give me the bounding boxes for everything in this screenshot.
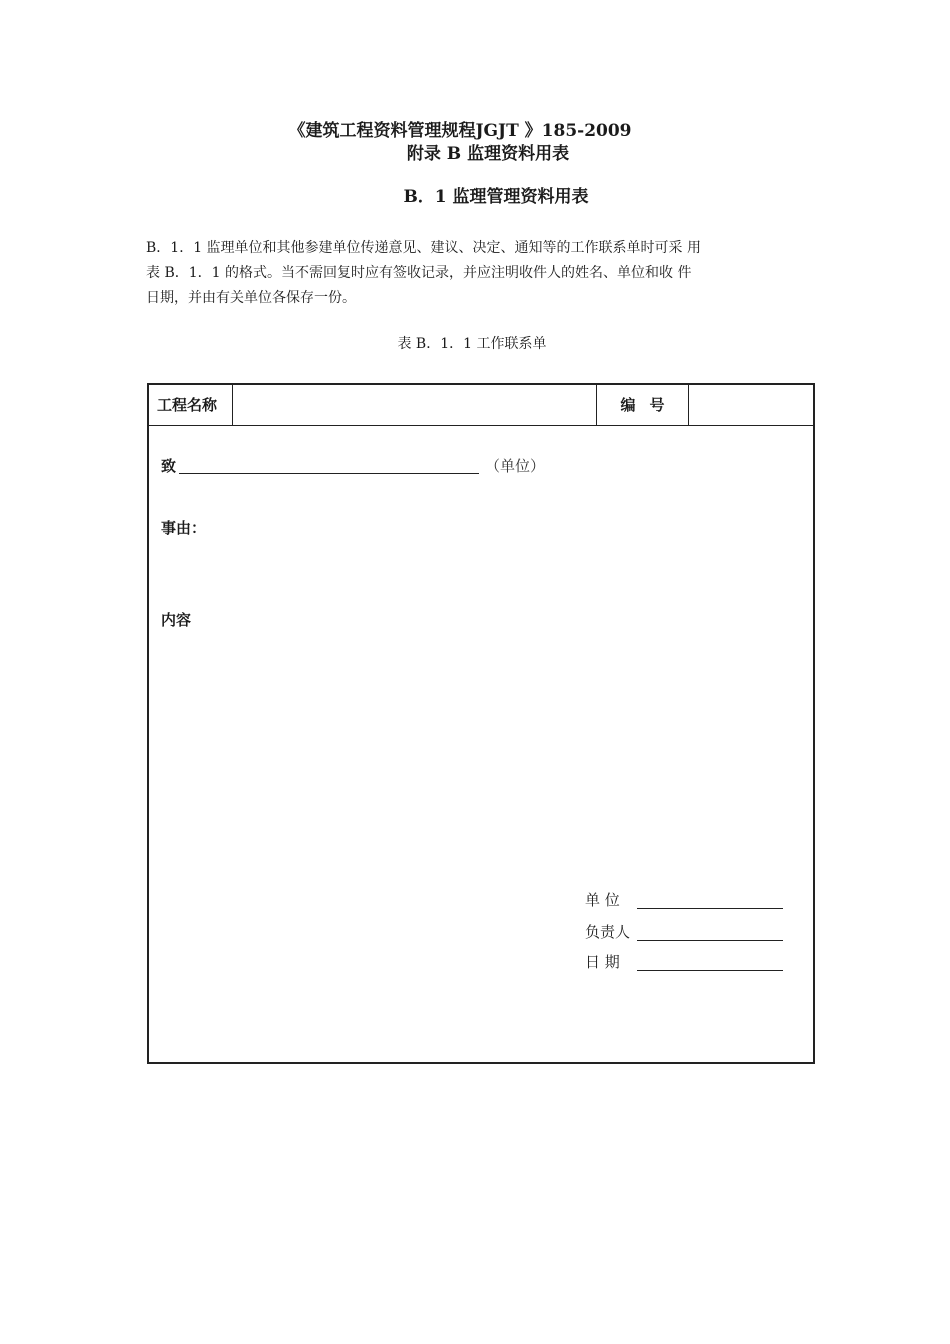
paragraph-line: 表 B．1．1 的格式。当不需回复时应有签收记录，并应注明收件人的姓名、单位和收 件 bbox=[146, 265, 692, 281]
to-label: 致 bbox=[161, 457, 177, 475]
signature-person-label: 负责人 bbox=[585, 923, 631, 941]
paragraph-line: B．1．1 监理单位和其他参建单位传递意见、建议、决定、通知等的工作联系单时可采 用 bbox=[146, 240, 702, 256]
to-recipient-field[interactable] bbox=[179, 473, 479, 474]
signature-date bbox=[585, 951, 637, 972]
project-name-label: 工程名称 bbox=[149, 385, 233, 425]
table-caption: 表 B．1．1 工作联系单 bbox=[397, 336, 547, 352]
signature-person-field[interactable] bbox=[637, 940, 783, 941]
signature-date-field[interactable] bbox=[637, 970, 783, 971]
signature-person bbox=[585, 921, 637, 942]
work-contact-form bbox=[147, 383, 815, 1064]
signature-unit-field[interactable] bbox=[637, 908, 783, 909]
signature-unit-label: 单 位 bbox=[585, 891, 620, 909]
section-title: B．1 监理管理资料用表 bbox=[403, 187, 589, 207]
number-field[interactable] bbox=[689, 385, 813, 425]
signature-date-label: 日 期 bbox=[585, 953, 620, 971]
appendix-title: 附录 B 监理资料用表 bbox=[406, 144, 570, 164]
project-name-field[interactable] bbox=[233, 385, 597, 425]
to-unit-label: （单位） bbox=[485, 457, 546, 475]
description-paragraph bbox=[146, 236, 806, 311]
reason-label: 事由： bbox=[161, 519, 207, 537]
content-label: 内容 bbox=[161, 611, 192, 629]
paragraph-line: 日期，并由有关单位各保存一份。 bbox=[146, 290, 356, 306]
form-header-row bbox=[149, 385, 813, 426]
number-label: 编号 bbox=[597, 385, 689, 425]
document-title: 《建筑工程资料管理规程JGJT 》185-2009 bbox=[288, 121, 632, 141]
signature-unit bbox=[585, 889, 637, 910]
